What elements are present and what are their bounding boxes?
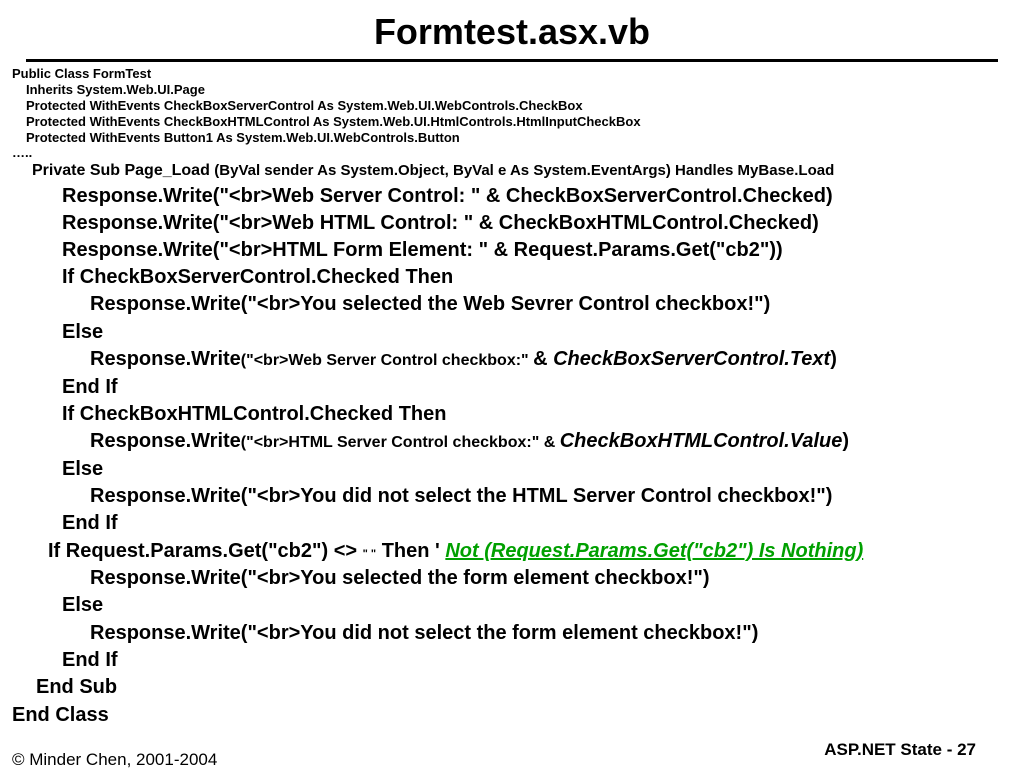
code-line: End Class: [12, 704, 109, 726]
code-line: End If: [62, 649, 118, 671]
code-line: Else: [62, 458, 104, 480]
code-comment: Not (Request.Params.Get("cb2") Is Nothing): [445, 540, 864, 562]
page-load-declaration: [32, 161, 834, 181]
code-line: If CheckBoxHTMLControl.Checked Then: [62, 403, 447, 425]
page-load-signature: (ByVal sender As System.Object, ByVal e As System.EventArgs) Handles MyBase.Load: [214, 162, 835, 179]
code-line: End If: [62, 376, 118, 398]
slide-number-label: ASP.NET State - 27: [824, 740, 976, 759]
code-line: Response.Write("<br>HTML Form Element: " & Request.Params.Get("cb2")): [62, 239, 783, 261]
code-fragment: Then ': [376, 540, 446, 562]
code-line: Response.Write("<br>You selected the form element checkbox!"): [90, 567, 710, 589]
code-line: [90, 346, 837, 372]
page-load-keyword: Private Sub Page_Load: [32, 162, 215, 179]
code-fragment: ("<br>Web Server Control checkbox:": [240, 352, 534, 369]
code-line: [48, 538, 863, 564]
code-fragment: " ": [362, 548, 377, 560]
ellipsis-line: …..: [12, 145, 33, 160]
code-line: [90, 428, 849, 454]
code-line: Response.Write("<br>You selected the Web Sevrer Control checkbox!"): [90, 293, 771, 315]
field-declaration: Protected WithEvents Button1 As System.Web.UI.WebControls.Button: [26, 130, 460, 145]
code-line: If CheckBoxServerControl.Checked Then: [62, 266, 454, 288]
field-declaration: Protected WithEvents CheckBoxServerControl As System.Web.UI.WebControls.CheckBox: [26, 98, 583, 113]
code-fragment: CheckBoxHTMLControl.Value: [559, 430, 843, 452]
field-declaration: Protected WithEvents CheckBoxHTMLControl As System.Web.UI.HtmlControls.HtmlInputCheckBox: [26, 114, 641, 129]
slide-title: Formtest.asx.vb: [373, 11, 651, 52]
code-line: End Sub: [36, 676, 118, 698]
code-line: End If: [62, 512, 118, 534]
code-line: Else: [62, 321, 104, 343]
code-line: Response.Write("<br>Web HTML Control: " & CheckBoxHTMLControl.Checked): [62, 212, 819, 234]
code-fragment: CheckBoxServerControl.Text: [553, 348, 831, 370]
code-line: Response.Write("<br>You did not select the HTML Server Control checkbox!"): [90, 485, 833, 507]
code-fragment: ("<br>HTML Server Control checkbox:" &: [240, 434, 560, 451]
code-fragment: Response.Write: [90, 430, 241, 452]
title-rule: [26, 59, 998, 62]
code-fragment: If Request.Params.Get("cb2") <>: [48, 540, 363, 562]
code-fragment: &: [533, 348, 554, 370]
code-fragment: ): [842, 430, 850, 452]
code-line: Response.Write("<br>Web Server Control: " & CheckBoxServerControl.Checked): [62, 185, 833, 207]
code-fragment: Response.Write: [90, 348, 241, 370]
code-line: Else: [62, 594, 104, 616]
code-fragment: ): [830, 348, 837, 370]
code-line: Response.Write("<br>You did not select the form element checkbox!"): [90, 622, 759, 644]
copyright-footer: © Minder Chen, 2001-2004: [12, 750, 218, 768]
class-declaration: Public Class FormTest: [12, 66, 152, 81]
inherits-line: Inherits System.Web.UI.Page: [26, 82, 205, 97]
